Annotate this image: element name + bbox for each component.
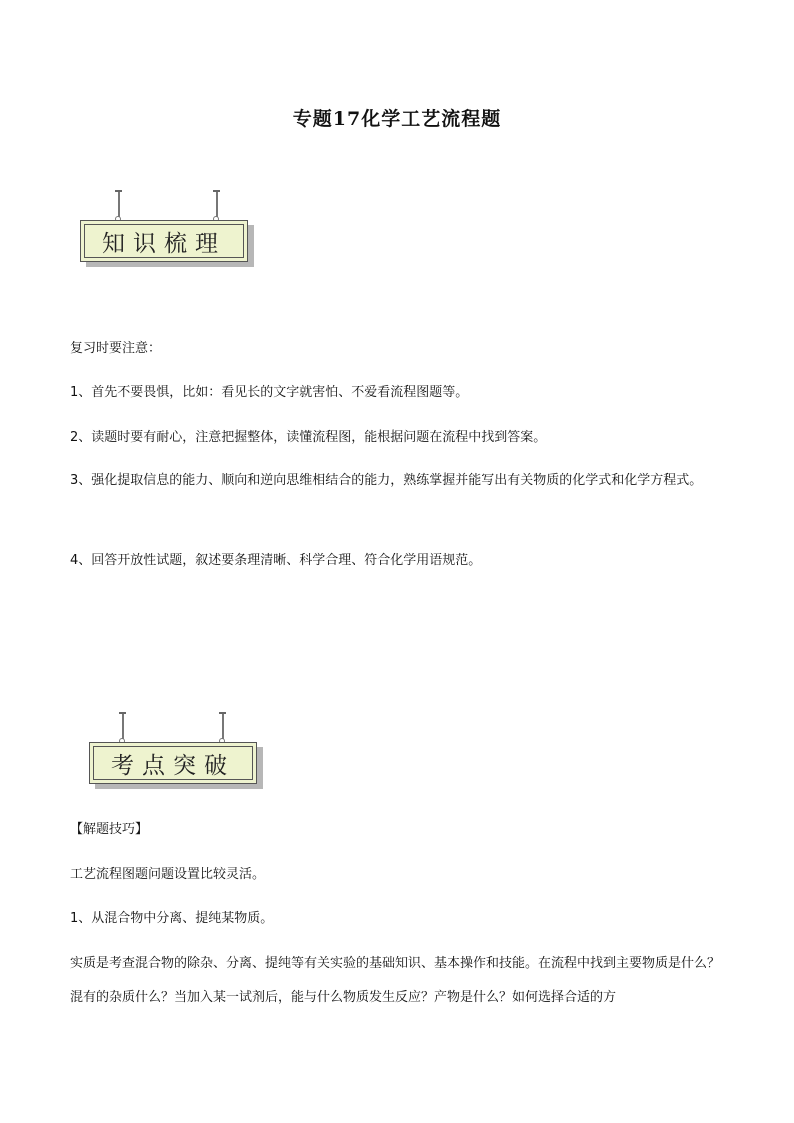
section-sign-knowledge bbox=[80, 192, 258, 272]
sign-board bbox=[89, 742, 257, 784]
sign-hook-left bbox=[122, 714, 124, 741]
sign-hook-right bbox=[216, 192, 218, 219]
sign-hook-left bbox=[118, 192, 120, 219]
list-item: 2、读题时要有耐心，注意把握整体，读懂流程图，能根据问题在流程中找到答案。 bbox=[70, 430, 547, 445]
list-item: 1、首先不要畏惧，比如：看见长的文字就害怕、不爱看流程图题等。 bbox=[70, 385, 469, 400]
sign-hook-right bbox=[222, 714, 224, 741]
intro-text: 复习时要注意： bbox=[70, 341, 162, 356]
paragraph: 实质是考查混合物的除杂、分离、提纯等有关实验的基础知识、基本操作和技能。在流程中找到主要物质是什么？混有的杂质什么？当加入某一试剂后，能与什么物质发生反应？产物是什么？如何选择合适的方 bbox=[70, 956, 721, 1005]
sign-board bbox=[80, 220, 248, 262]
page-title: 专题17化学工艺流程题 bbox=[292, 108, 502, 130]
section-sign-exam bbox=[89, 714, 267, 794]
paragraph: 工艺流程图题问题设置比较灵活。 bbox=[70, 867, 266, 882]
point-heading: 1、从混合物中分离、提纯某物质。 bbox=[70, 911, 274, 926]
list-item: 4、回答开放性试题，叙述要条理清晰、科学合理、符合化学用语规范。 bbox=[70, 553, 482, 568]
list-item: 3、强化提取信息的能力、顺向和逆向思维相结合的能力，熟练掌握并能写出有关物质的化学式和化学方程式。 bbox=[70, 473, 703, 488]
section-heading: 知识梳理 bbox=[102, 230, 226, 257]
tip-heading: 【解题技巧】 bbox=[70, 822, 149, 837]
section-heading: 考点突破 bbox=[111, 752, 235, 779]
